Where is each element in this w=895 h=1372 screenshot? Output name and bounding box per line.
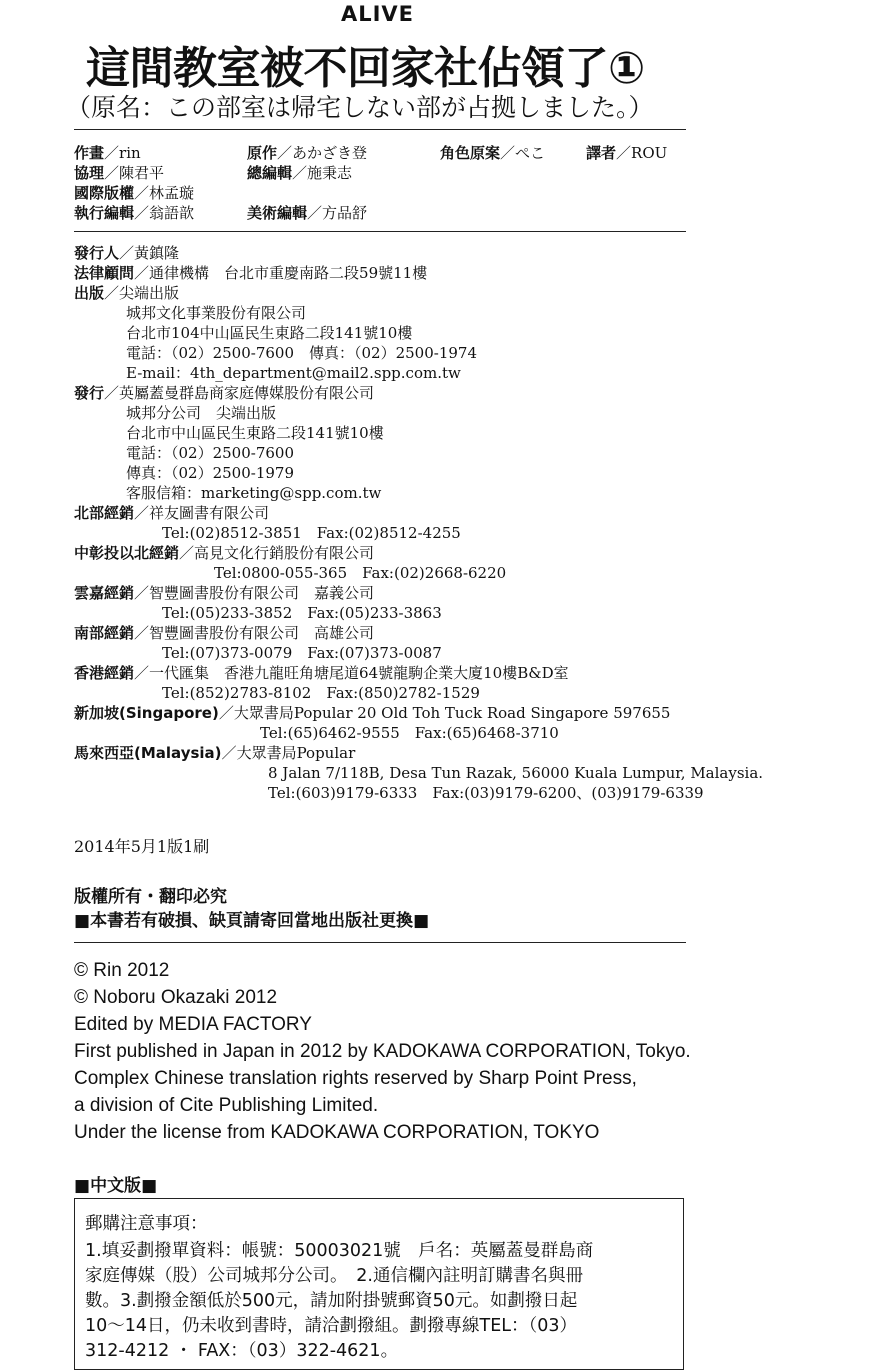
postal-notice-title: 郵購注意事項： — [85, 1214, 208, 1234]
chinese-edition-label: ■中文版■ — [74, 1176, 158, 1196]
distributor-singapore-contact: Tel:(65)6462-9555 Fax:(65)6468-3710 — [260, 724, 559, 742]
divider-credits — [74, 231, 686, 232]
credit-chardesign: 角色原案／ぺこ — [440, 144, 546, 162]
distributor-central-contact: Tel:0800-055-365 Fax:(02)2668-6220 — [214, 564, 507, 582]
postal-notice-line: 10～14日，仍未收到書時，請洽劃撥組。劃撥專線TEL：（03） — [85, 1316, 578, 1336]
distributor-chiayi: 雲嘉經銷／智豐圖書股份有限公司 嘉義公司 — [74, 584, 375, 602]
distributor-north: 北部經銷／祥友圖書有限公司 — [74, 504, 270, 522]
distributor-central: 中彰投以北經銷／高見文化行銷股份有限公司 — [74, 544, 375, 562]
publish-address: 台北市104中山區民生東路二段141號10樓 — [126, 324, 413, 342]
copyright-2: © Noboru Okazaki 2012 — [74, 987, 278, 1008]
postal-notice-line: 家庭傳媒（股）公司城邦分公司。 2.通信欄內註明訂購書名與冊 — [85, 1266, 583, 1286]
divider-bottom — [74, 942, 686, 943]
dist-service: 客服信箱：marketing@spp.com.tw — [126, 484, 382, 502]
postal-notice-line: 312-4212 ・ FAX：（03）322-4621。 — [85, 1341, 399, 1361]
dist-branch: 城邦分公司 尖端出版 — [126, 404, 277, 422]
rights-replace: ■本書若有破損、缺頁請寄回當地出版社更換■ — [74, 911, 430, 931]
distributor-north-contact: Tel:(02)8512-3851 Fax:(02)8512-4255 — [162, 524, 461, 542]
issuer-line: 發行人／黃鎮隆 — [74, 244, 180, 262]
distributor-south-contact: Tel:(07)373-0079 Fax:(07)373-0087 — [162, 644, 442, 662]
publisher-block — [74, 243, 763, 803]
series-label: ALIVE — [340, 2, 415, 26]
credit-art-editor: 美術編輯／方品舒 — [247, 204, 368, 222]
book-title: 這間教室被不回家社佔領了① — [86, 43, 645, 94]
postal-notice-box — [74, 1198, 684, 1370]
credit-original: 原作／あかざき登 — [247, 144, 368, 162]
credit-chief-editor: 總編輯／施秉志 — [247, 164, 353, 182]
credit-author: 作畫／rin — [74, 144, 141, 162]
distributor-malaysia: 馬來西亞(Malaysia)／大眾書局Popular — [74, 744, 356, 762]
credit-assist: 協理／陳君平 — [74, 164, 165, 182]
copyright-3: Edited by MEDIA FACTORY — [74, 1014, 312, 1035]
publish-email: E-mail：4th_department@mail2.spp.com.tw — [126, 364, 461, 382]
dist-address: 台北市中山區民生東路二段141號10樓 — [126, 424, 384, 442]
publish-company: 城邦文化事業股份有限公司 — [126, 304, 307, 322]
dist-line: 發行／英屬蓋曼群島商家庭傳媒股份有限公司 — [74, 384, 375, 402]
publish-line: 出版／尖端出版 — [74, 284, 180, 302]
postal-notice-line: 數。3.劃撥金額低於500元，請加附掛號郵資50元。如劃撥日起 — [85, 1291, 578, 1311]
distributor-hongkong: 香港經銷／一代匯集 香港九龍旺角塘尾道64號龍駒企業大廈10樓B&D室 — [74, 664, 569, 682]
publish-phone: 電話：（02）2500-7600 傳真：（02）2500-1974 — [126, 344, 478, 362]
credit-intl-rights: 國際版權／林孟璇 — [74, 184, 195, 202]
square-icon: ■ — [141, 1176, 158, 1196]
divider-top — [74, 129, 686, 130]
copyright-6: a division of Cite Publishing Limited. — [74, 1095, 379, 1116]
rights-reserved: 版權所有・翻印必究 — [74, 887, 227, 907]
distributor-malaysia-contact: Tel:(603)9179-6333 Fax:(03)9179-6200、(03)9179-6339 — [268, 784, 704, 802]
square-icon: ■ — [74, 911, 91, 931]
copyright-1: © Rin 2012 — [74, 960, 170, 981]
square-icon: ■ — [74, 1176, 91, 1196]
dist-phone: 電話：（02）2500-7600 — [126, 444, 295, 462]
square-icon: ■ — [413, 911, 430, 931]
copyright-5: Complex Chinese translation rights reserved by Sharp Point Press, — [74, 1068, 637, 1089]
distributor-malaysia-address: 8 Jalan 7/118B, Desa Tun Razak, 56000 Kuala Lumpur, Malaysia. — [268, 764, 764, 782]
distributor-hongkong-contact: Tel:(852)2783-8102 Fax:(850)2782-1529 — [162, 684, 480, 702]
original-title: （原名：この部室は帰宅しない部が占拠しました。） — [66, 93, 654, 122]
distributor-south: 南部經銷／智豐圖書股份有限公司 高雄公司 — [74, 624, 375, 642]
dist-fax: 傳真：（02）2500-1979 — [126, 464, 295, 482]
distributor-singapore: 新加坡(Singapore)／大眾書局Popular 20 Old Toh Tuck Road Singapore 597655 — [74, 704, 671, 722]
legal-line: 法律顧問／通律機構 台北市重慶南路二段59號11樓 — [74, 264, 428, 282]
edition-date: 2014年5月1版1刷 — [74, 837, 210, 856]
copyright-4: First published in Japan in 2012 by KADOKAWA CORPORATION, Tokyo. — [74, 1041, 691, 1062]
copyright-7: Under the license from KADOKAWA CORPORATION, TOKYO — [74, 1122, 600, 1143]
credit-translator: 譯者／ROU — [586, 144, 668, 162]
credit-exec-editor: 執行編輯／翁語歆 — [74, 204, 195, 222]
postal-notice-line: 1.填妥劃撥單資料：帳號：50003021號 戶名：英屬蓋曼群島商 — [85, 1241, 594, 1261]
distributor-chiayi-contact: Tel:(05)233-3852 Fax:(05)233-3863 — [162, 604, 442, 622]
